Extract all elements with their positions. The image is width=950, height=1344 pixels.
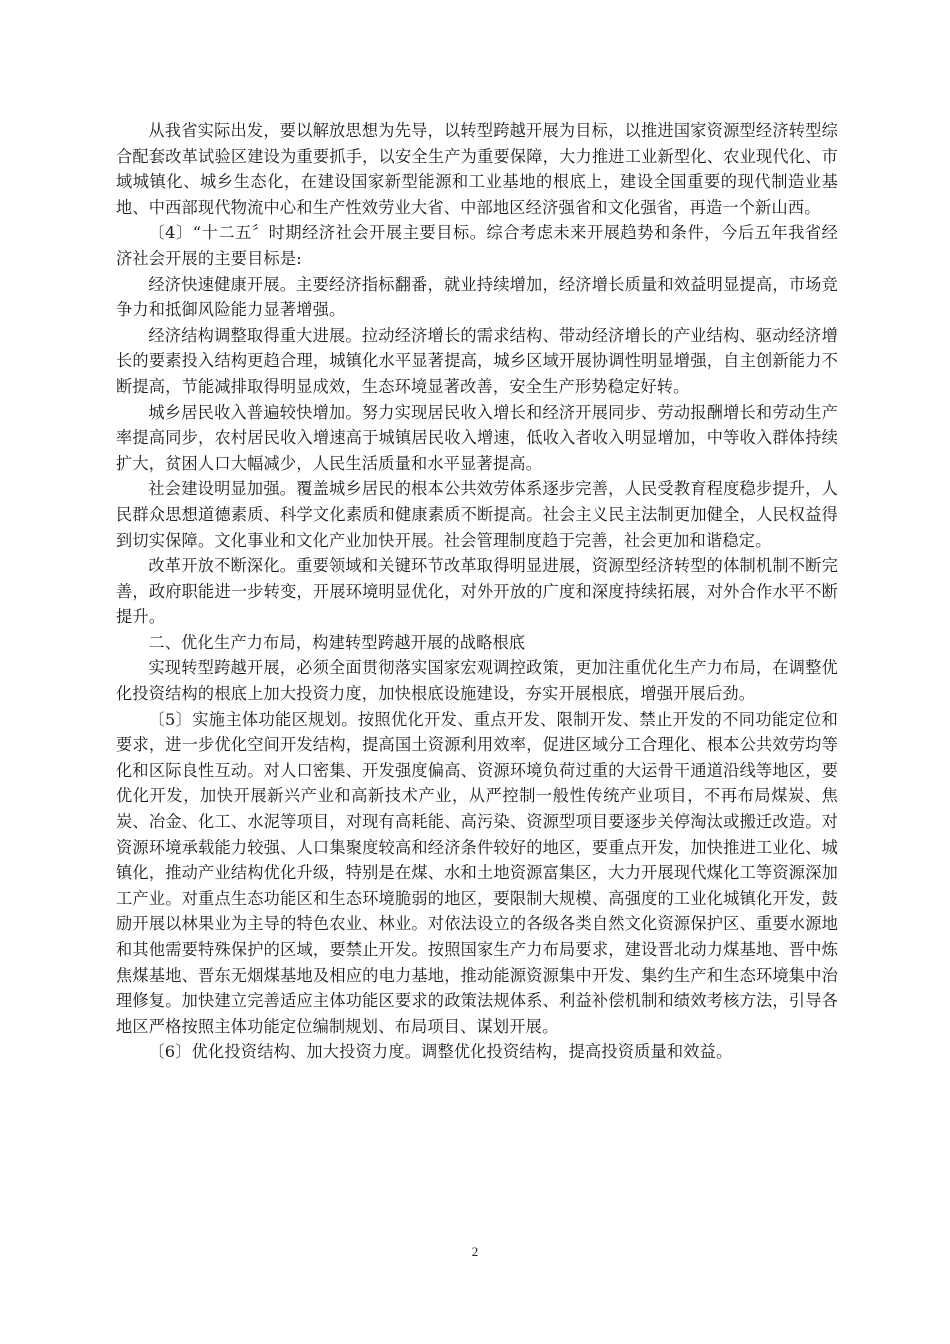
paragraph: 实现转型跨越开展，必须全面贯彻落实国家宏观调控政策，更加注重优化生产力布局，在调整优化投资结构的根底上加大投资力度，加快根底设施建设，夯实开展根底，增强开展后劲。 — [116, 658, 838, 704]
paragraph: 经济结构调整取得重大进展。拉动经济增长的需求结构、带动经济增长的产业结构、驱动经济增长的要素投入结构更趋合理，城镇化水平显著提高，城乡区域开展协调性明显增强，自主创新能力不断提高，节能减排取得明显成效，生态环境显著改善，安全生产形势稳定好转。 — [116, 325, 838, 396]
paragraph: 社会建设明显加强。覆盖城乡居民的根本公共效劳体系逐步完善，人民受教育程度稳步提升，人民群众思想道德素质、科学文化素质和健康素质不断提高。社会主义民主法制更加健全，人民权益得到切实保障。文化事业和文化产业加快开展。社会管理制度趋于完善，社会更加和谐稳定。 — [116, 479, 838, 550]
section-heading: 二、优化生产力布局，构建转型跨越开展的战略根底 — [148, 632, 526, 652]
paragraph: 〔4〕“十二五〞时期经济社会开展主要目标。综合考虑未来开展趋势和条件，今后五年我省经济社会开展的主要目标是: — [116, 223, 838, 268]
page-number: 2 — [471, 1244, 479, 1259]
document-body — [116, 118, 838, 1065]
paragraph: 城乡居民收入普遍较快增加。努力实现居民收入增长和经济开展同步、劳动报酬增长和劳动生产率提高同步，农村居民收入增速高于城镇居民收入增速，低收入者收入明显增加，中等收入群体持续扩大，贫困人口大幅减少，人民生活质量和水平显著提高。 — [116, 402, 838, 473]
paragraph: 从我省实际出发，要以解放思想为先导，以转型跨越开展为目标，以推进国家资源型经济转型综合配套改革试验区建设为重要抓手，以安全生产为重要保障，大力推进工业新型化、农业现代化、市域城镇化、城乡生态化，在建设国家新型能源和工业基地的根底上，建设全国重要的现代制造业基地、中西部现代物流中心和生产性效劳业大省、中部地区经济强省和文化强省，再造一个新山西。 — [116, 121, 838, 217]
paragraph: 〔6〕优化投资结构、加大投资力度。调整优化投资结构，提高投资质量和效益。 — [148, 1042, 733, 1062]
paragraph: 经济快速健康开展。主要经济指标翻番，就业持续增加，经济增长质量和效益明显提高，市场竞争力和抵御风险能力显著增强。 — [116, 274, 838, 320]
paragraph: 〔5〕实施主体功能区规划。按照优化开发、重点开发、限制开发、禁止开发的不同功能定位和要求，进一步优化空间开发结构，提高国土资源利用效率，促进区域分工合理化、根本公共效劳均等化和区际良性互动。对人口密集、开发强度偏高、资源环境负荷过重的大运骨干通道沿线等地区，要优化开发，加快开展新兴产业和高新技术产业，从严控制一般性传统产业项目，不再布局煤炭、焦炭、冶金、化工、水泥等项目，对现有高耗能、高污染、资源型项目要逐步关停淘汰或搬迁改造。对资源环境承载能力较强、人口集聚度较高和经济条件较好的地区，要重点开发，加快推进工业化、城镇化，推动产业结构优化升级，特别是在煤、水和土地资源富集区，大力开展现代煤化工等资源深加工产业。对重点生态功能区和生态环境脆弱的地区，要限制大规模、高强度的工业化城镇化开发，鼓励开展以林果业为主导的特色农业、林业。对依法设立的各级各类自然文化资源保护区、重要水源地和其他需要特殊保护的区域，要禁止开发。按照国家生产力布局要求，建设晋北动力煤基地、晋中炼焦煤基地、晋东无烟煤基地及相应的电力基地，推动能源资源集中开发、集约生产和生态环境集中治理修复。加快建立完善适应主体功能区要求的政策法规体系、利益补偿机制和绩效考核方法，引导各地区严格按照主体功能定位编制规划、布局项目、谋划开展。 — [116, 709, 838, 1036]
paragraph: 改革开放不断深化。重要领域和关键环节改革取得明显进展，资源型经济转型的体制机制不断完善，政府职能进一步转变，开展环境明显优化，对外开放的广度和深度持续拓展，对外合作水平不断提升。 — [116, 556, 838, 627]
